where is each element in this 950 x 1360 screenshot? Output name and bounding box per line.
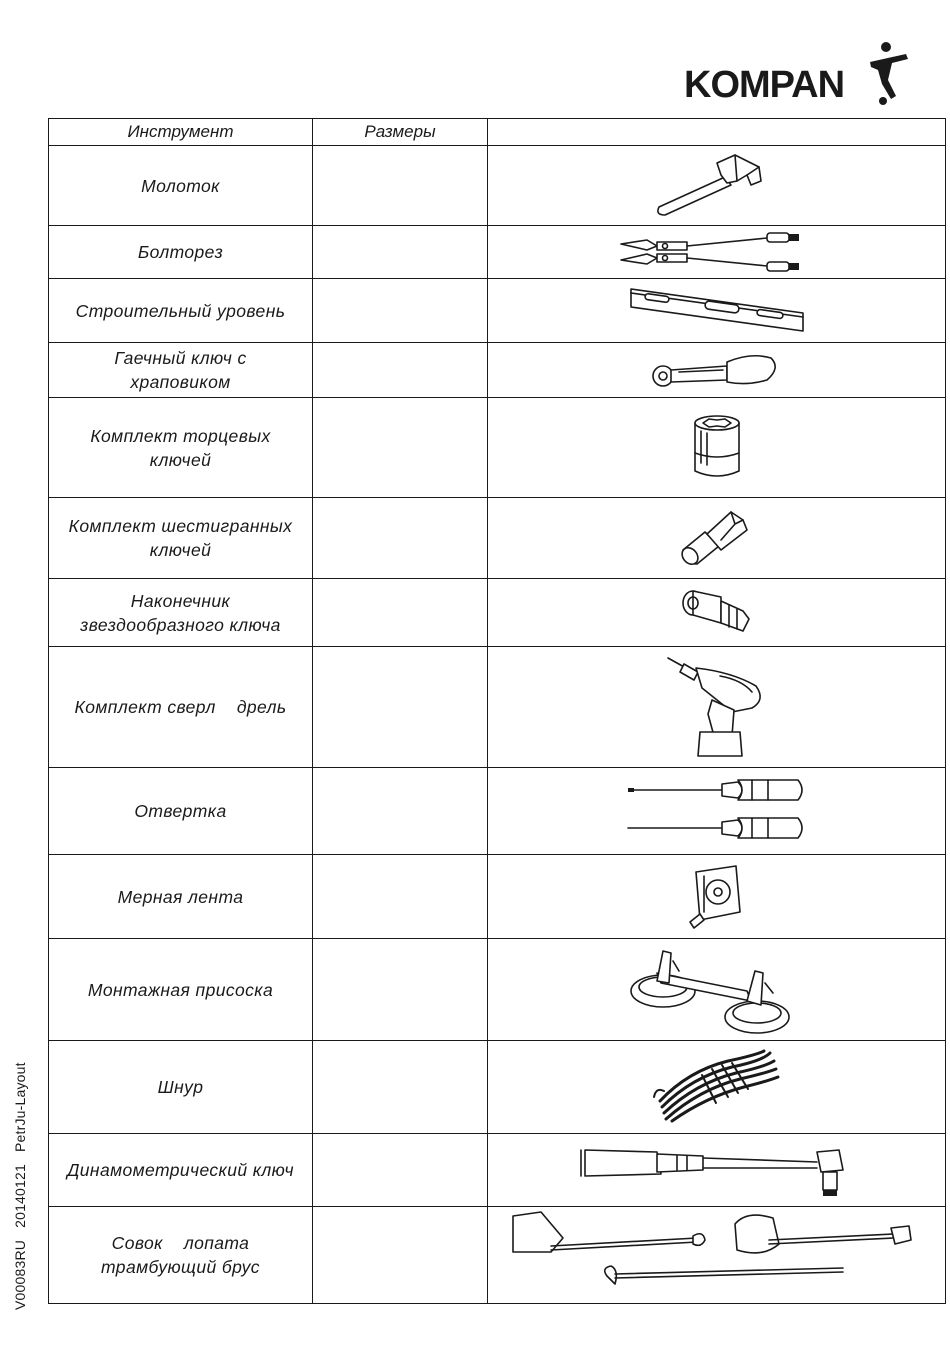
table-row xyxy=(49,398,946,498)
table-row xyxy=(49,1134,946,1207)
suction-cup-icon xyxy=(627,943,807,1037)
header-tool: Инструмент xyxy=(49,119,313,146)
table-row xyxy=(49,647,946,768)
tool-name: Отвертка xyxy=(49,768,313,855)
tool-name: Совок лопата трамбующий брус xyxy=(49,1207,313,1304)
torque-wrench-icon xyxy=(577,1140,857,1200)
rope-icon xyxy=(652,1047,782,1127)
tool-size xyxy=(313,1134,488,1207)
tool-picture xyxy=(488,647,946,768)
brand-name: KOMPAN xyxy=(684,64,845,106)
tool-picture xyxy=(488,768,946,855)
table-row xyxy=(49,579,946,647)
header-size: Размеры xyxy=(313,119,488,146)
tool-size xyxy=(313,579,488,647)
tool-name: Молоток xyxy=(49,146,313,226)
tool-name: Шнур xyxy=(49,1041,313,1134)
tool-size xyxy=(313,647,488,768)
tool-size xyxy=(313,768,488,855)
tool-size xyxy=(313,1041,488,1134)
hammer-icon xyxy=(647,151,787,221)
tool-picture xyxy=(488,1207,946,1304)
shovel-tamper-icon xyxy=(507,1210,927,1300)
socket-icon xyxy=(687,413,747,483)
tool-picture xyxy=(488,398,946,498)
table-row xyxy=(49,279,946,343)
table-row xyxy=(49,146,946,226)
drill-icon xyxy=(662,652,772,762)
tool-size xyxy=(313,279,488,343)
header-image xyxy=(488,119,946,146)
table-row xyxy=(49,939,946,1041)
kompan-logo xyxy=(680,40,910,110)
table-row xyxy=(49,498,946,579)
screwdriver-icon xyxy=(622,776,812,846)
table-row xyxy=(49,1041,946,1134)
tool-name: Монтажная присоска xyxy=(49,939,313,1041)
tool-picture xyxy=(488,279,946,343)
tools-table xyxy=(48,118,946,1304)
tool-picture xyxy=(488,226,946,279)
tool-picture xyxy=(488,343,946,398)
ratchet-wrench-icon xyxy=(647,348,787,392)
spirit-level-icon xyxy=(627,283,807,339)
table-row xyxy=(49,1207,946,1304)
kompan-figure-icon xyxy=(866,40,910,106)
bolt-cutter-icon xyxy=(617,230,817,274)
tool-size xyxy=(313,343,488,398)
tool-picture xyxy=(488,579,946,647)
tool-picture xyxy=(488,939,946,1041)
tool-name: Мерная лента xyxy=(49,855,313,939)
tape-measure-icon xyxy=(682,862,752,932)
table-row xyxy=(49,855,946,939)
table-header-row xyxy=(49,119,946,146)
tool-picture xyxy=(488,855,946,939)
torx-bit-icon xyxy=(677,585,757,641)
tool-size xyxy=(313,146,488,226)
tool-name: Строительный уровень xyxy=(49,279,313,343)
tool-name: Комплект торцевых ключей xyxy=(49,398,313,498)
tool-picture xyxy=(488,498,946,579)
table-row xyxy=(49,226,946,279)
tool-picture xyxy=(488,1041,946,1134)
tool-name: Динамометрический ключ xyxy=(49,1134,313,1207)
table-row xyxy=(49,343,946,398)
tool-size xyxy=(313,498,488,579)
tool-picture xyxy=(488,146,946,226)
table-row xyxy=(49,768,946,855)
tool-size xyxy=(313,226,488,279)
tool-picture xyxy=(488,1134,946,1207)
tool-size xyxy=(313,939,488,1041)
tool-name: Болторез xyxy=(49,226,313,279)
tool-name: Комплект шестигранных ключей xyxy=(49,498,313,579)
tool-name: Комплект сверл дрель xyxy=(49,647,313,768)
document-code: V00083RU20140121PetrJu-Layout xyxy=(12,1062,28,1310)
tool-size xyxy=(313,1207,488,1304)
tool-name: Гаечный ключ с храповиком xyxy=(49,343,313,398)
tool-name: Наконечник звездообразного ключа xyxy=(49,579,313,647)
tool-size xyxy=(313,855,488,939)
tool-size xyxy=(313,398,488,498)
hex-bit-icon xyxy=(677,506,757,570)
